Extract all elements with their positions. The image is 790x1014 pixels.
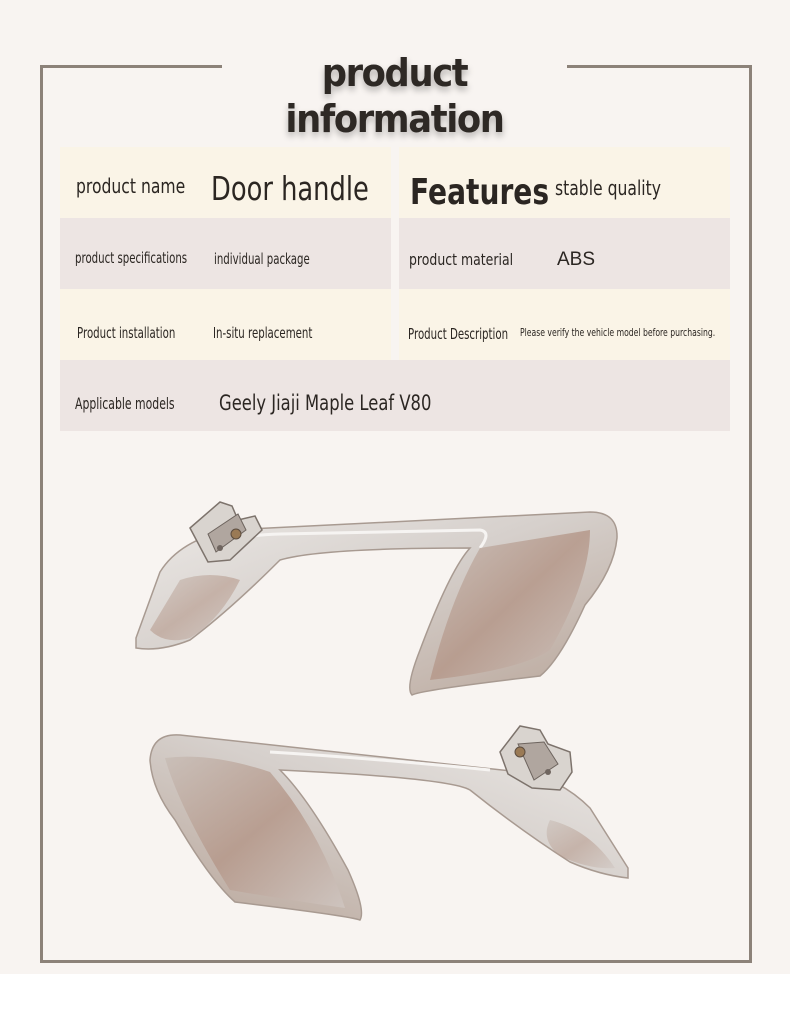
desc-label: Product Description — [408, 325, 509, 343]
features-label: Features — [410, 172, 550, 213]
row-models — [60, 360, 730, 431]
product-name-value: Door handle — [211, 169, 369, 208]
title-banner — [222, 48, 567, 141]
spec-value: individual package — [214, 250, 310, 268]
spec-label: product specifications — [75, 249, 188, 267]
row-spec-left — [60, 218, 391, 289]
features-value: stable quality — [555, 176, 661, 200]
install-value: In-situ replacement — [213, 324, 313, 342]
models-label: Applicable models — [75, 394, 175, 413]
row-features-right — [399, 147, 730, 218]
door-handle-pair-icon — [120, 490, 640, 930]
desc-value: Please verify the vehicle model before purchasing. — [520, 326, 716, 339]
install-label: Product installation — [77, 324, 176, 342]
page-title: product information — [285, 51, 504, 141]
material-label: product material — [409, 250, 514, 269]
row-material-right — [399, 218, 730, 289]
product-name-label: product name — [76, 174, 186, 198]
upper-handle — [136, 502, 617, 695]
row-name-left — [60, 147, 391, 218]
row-install-left — [60, 289, 391, 360]
row-desc-right — [399, 289, 730, 360]
lower-handle — [150, 726, 628, 920]
models-value: Geely Jiaji Maple Leaf V80 — [219, 391, 432, 415]
material-value: ABS — [557, 249, 596, 270]
